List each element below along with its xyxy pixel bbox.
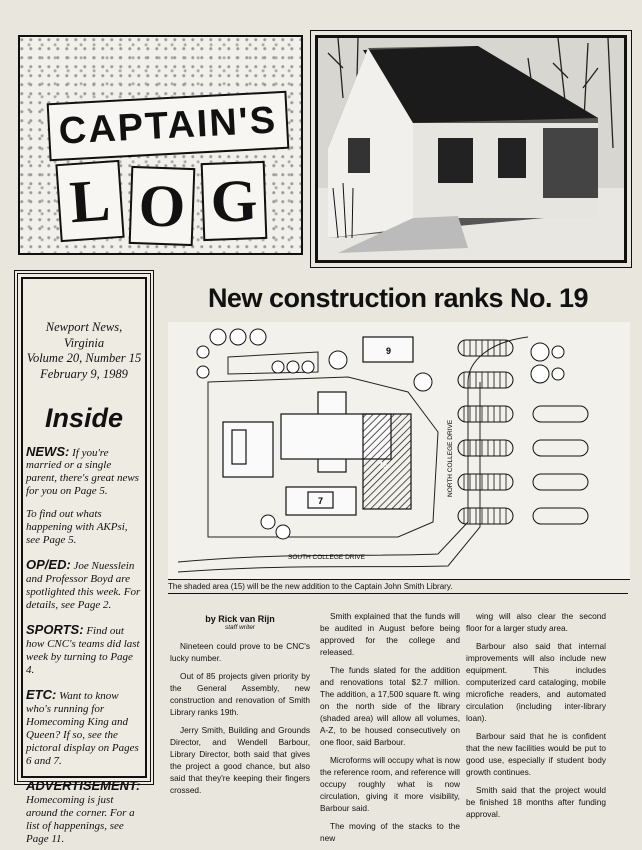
- inside-entry-oped: [26, 557, 142, 612]
- entry-text: Joe Nuesslein and Professor Boyd are spotlighted this week. For details, see Page 2.: [26, 560, 141, 612]
- entry-label: ETC:: [26, 687, 57, 703]
- article-column-3: [466, 610, 606, 826]
- byline-name: by Rick van Rijn: [205, 614, 275, 624]
- paragraph: Barbour said that he is confident that the new facilities would be put to good use, especially if student body growth continues.: [466, 731, 606, 778]
- masthead-letter-l: L: [55, 160, 124, 242]
- article-headline: New construction ranks No. 19: [207, 283, 589, 313]
- entry-text: Find out how CNC's teams did last week by turning to Page 4.: [26, 625, 140, 677]
- paragraph: Microforms will occupy what is now the reference room, and reference will occupy roughly what is now circulation, giving it more visibility, Barbour said.: [320, 755, 460, 814]
- paragraph: Out of 85 projects given priority by the General Assembly, new construction and renovation of Smith Library ranks 19th.: [170, 671, 310, 718]
- entry-label: ADVERTISEMENT:: [26, 777, 141, 793]
- issue-date: February 9, 1989: [40, 366, 128, 381]
- entry-label: OP/ED:: [26, 557, 71, 573]
- paragraph: wing will also clear the second floor for a larger study area.: [466, 611, 606, 634]
- masthead-letter-g: G: [201, 161, 268, 241]
- masthead-banner: [47, 91, 290, 161]
- map-label-north-drive: NORTH COLLEGE DRIVE: [447, 419, 454, 497]
- inside-entry-advertisement: [26, 778, 142, 846]
- map-caption: The shaded area (15) will be the new addition to the Captain John Smith Library.: [168, 582, 628, 594]
- masthead: [18, 35, 303, 255]
- paragraph: Barbour also said that internal improvements will also include new equipment. This includes computerized card cataloging, mobile microfiche readers, and automated circulation (including inter-library loan).: [466, 641, 606, 724]
- issue-info: [26, 320, 142, 383]
- issue-volume: Volume 20, Number 15: [26, 351, 142, 366]
- inside-entry-sports: [26, 622, 142, 677]
- issue-location: Newport News, Virginia: [45, 320, 123, 350]
- byline-role: staff writer: [225, 624, 255, 631]
- inside-title: Inside: [44, 402, 124, 433]
- house-photo: [315, 35, 627, 263]
- inside-entry-etc: [26, 687, 142, 768]
- paragraph: Smith said that the project would be finished 18 months after funding approval.: [466, 785, 606, 820]
- map-label-9: 9: [386, 346, 392, 356]
- entry-text: Homecoming is just around the corner. For a list of happenings, see Page 11.: [26, 793, 135, 845]
- paragraph: Nineteen could prove to be CNC's lucky number.: [170, 641, 310, 664]
- paragraph: Jerry Smith, Building and Grounds Director, and Wendell Barbour, Library Director, both said that gives the project a good chance, but also said that they're keeping their fingers crossed.: [170, 725, 310, 796]
- paragraph: Smith explained that the funds will be audited in August before being approved for the college and released.: [320, 611, 460, 658]
- article-column-2: [320, 610, 460, 850]
- article-column-1: [170, 640, 310, 802]
- campus-map: [168, 322, 630, 580]
- paragraph: The funds slated for the addition and renovations total $2.7 million. The addition, a 17,500 square ft. wing on the north side of the library (shaded area) will allow all volumes, A-Z, to be housed consecutively on one floor, said Barbour.: [320, 665, 460, 748]
- entry-text: Want to know who's running for Homecoming King and Queen? If so, see the pictoral display on Pages 6 and 7.: [26, 690, 139, 767]
- map-label-south-drive: SOUTH COLLEGE DRIVE: [288, 554, 365, 561]
- byline: [170, 614, 310, 631]
- map-label-7: 7: [318, 496, 324, 506]
- entry-label: SPORTS:: [26, 622, 84, 638]
- inside-entry-news: [26, 444, 142, 499]
- map-label-15: 15: [379, 461, 388, 470]
- inside-entry-akpsi: [26, 508, 142, 547]
- masthead-letter-o: O: [129, 166, 196, 246]
- entry-label: NEWS:: [26, 443, 70, 459]
- masthead-title-top: CAPTAIN'S: [57, 98, 279, 153]
- entry-text: If you're married or a single parent, there's great news for you on Page 5.: [26, 446, 139, 498]
- entry-text: To find out whats happening with AKPsi, see Page 5.: [26, 508, 128, 547]
- paragraph: The moving of the stacks to the new: [320, 821, 460, 844]
- inside-sidebar: [14, 270, 154, 845]
